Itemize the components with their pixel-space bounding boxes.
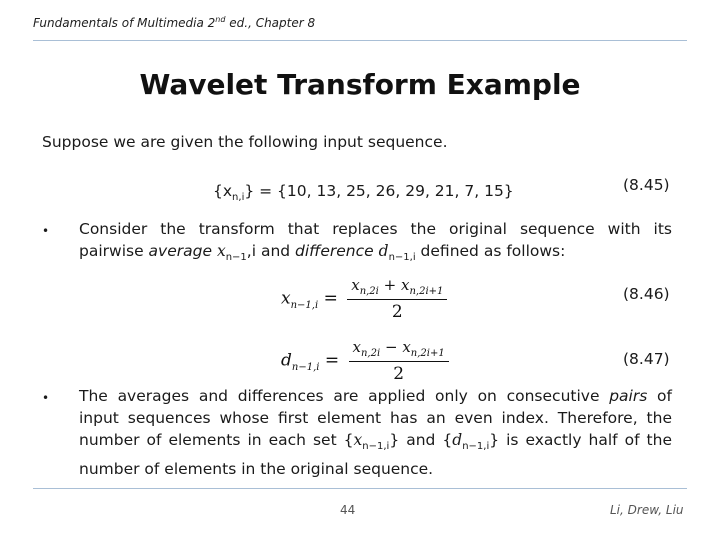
eq46-fraction: [347, 276, 447, 322]
d-subscript: n−1,i: [388, 252, 416, 264]
intro-text: Suppose we are given the following input sequence.: [42, 133, 448, 151]
eq47-num-b-sub: n,2i+1: [410, 348, 445, 359]
sequence-lhs-sub: n,i: [232, 192, 245, 204]
eq46-operator: +: [383, 276, 397, 294]
difference-word: difference: [295, 242, 374, 260]
line1-prefix: The averages and differences are applied only on consecutive: [79, 387, 610, 405]
page-number: 44: [340, 503, 356, 517]
chapter-label: ed., Chapter 8: [225, 16, 316, 30]
eq46-denominator: 2: [391, 302, 403, 322]
set-d-subscript: n−1,i: [462, 441, 490, 453]
eq47-num-a-sub: n,2i: [360, 348, 381, 359]
bullet-2-text: [79, 385, 672, 480]
eq47-fraction: [349, 338, 449, 384]
bullet-marker-1: •: [42, 224, 50, 238]
course-name: Fundamentals of Multimedia 2: [33, 16, 216, 30]
set-d-symbol: d: [452, 431, 463, 449]
eq46-numerator: [347, 276, 447, 300]
eq46-num-a: x: [351, 276, 360, 294]
comma-i: ,i and: [246, 242, 296, 260]
line3-middle: } and {: [389, 431, 453, 449]
equation-number-8-46: (8.46): [623, 285, 670, 303]
bullet-2-line-3: [79, 429, 672, 458]
eq47-equals: =: [324, 350, 340, 371]
bullet-1-line-1: Consider the transform that replaces the original sequence with its: [79, 220, 672, 238]
d-symbol: d: [378, 242, 389, 260]
sequence-lhs-open: {x: [213, 182, 233, 200]
line2-prefix: pairwise: [79, 242, 149, 260]
eq46-num-a-sub: n,2i: [359, 286, 379, 297]
eq47-lhs: d: [281, 350, 292, 371]
bullet-1-text: [79, 218, 672, 269]
bullet-2-line-2: input sequences whose first element has an even index. Therefore, the: [79, 409, 672, 427]
eq47-operator: −: [384, 338, 398, 356]
average-word: average: [148, 242, 212, 260]
bullet-marker-2: •: [42, 391, 50, 405]
eq47-num-a: x: [352, 338, 361, 356]
equation-8-46: [281, 276, 447, 322]
bullet-2-line-4: number of elements in the original sequence.: [79, 460, 434, 479]
footer-divider: [33, 488, 687, 489]
line1-suffix: of: [647, 387, 672, 405]
pairs-word: pairs: [609, 387, 648, 405]
equation-number-8-45: (8.45): [623, 176, 670, 194]
equation-number-8-47: (8.47): [623, 350, 670, 368]
line2-suffix: defined as follows:: [415, 242, 566, 260]
input-sequence: [213, 180, 514, 209]
line3-prefix: number of elements in each set {: [79, 431, 354, 449]
eq46-num-b: x: [401, 276, 410, 294]
course-header: [33, 15, 315, 30]
slide-title: Wavelet Transform Example: [139, 68, 581, 101]
x-symbol: x: [216, 242, 226, 260]
eq47-num-b: x: [402, 338, 411, 356]
eq46-num-b-sub: n,2i+1: [409, 286, 444, 297]
bullet-2-line-1: [79, 385, 672, 407]
line3-suffix: } is exactly half of the: [489, 431, 672, 449]
x-subscript: n−1: [225, 252, 247, 264]
header-divider: [33, 40, 687, 41]
eq46-equals: =: [323, 288, 338, 309]
set-x-subscript: n−1,i: [362, 441, 390, 453]
set-x-symbol: x: [353, 431, 363, 449]
eq47-denominator: 2: [393, 364, 405, 384]
equation-8-47: [281, 338, 449, 384]
sequence-values: } = {10, 13, 25, 26, 29, 21, 7, 15}: [244, 182, 514, 200]
footer-authors: Li, Drew, Liu: [610, 503, 684, 517]
eq46-lhs-sub: n−1,i: [290, 299, 319, 311]
eq47-lhs-sub: n−1,i: [291, 361, 320, 373]
eq47-numerator: [349, 338, 449, 362]
bullet-1-line-2: [79, 240, 672, 269]
edition-ordinal: nd: [215, 15, 226, 24]
eq46-lhs: x: [281, 288, 291, 309]
